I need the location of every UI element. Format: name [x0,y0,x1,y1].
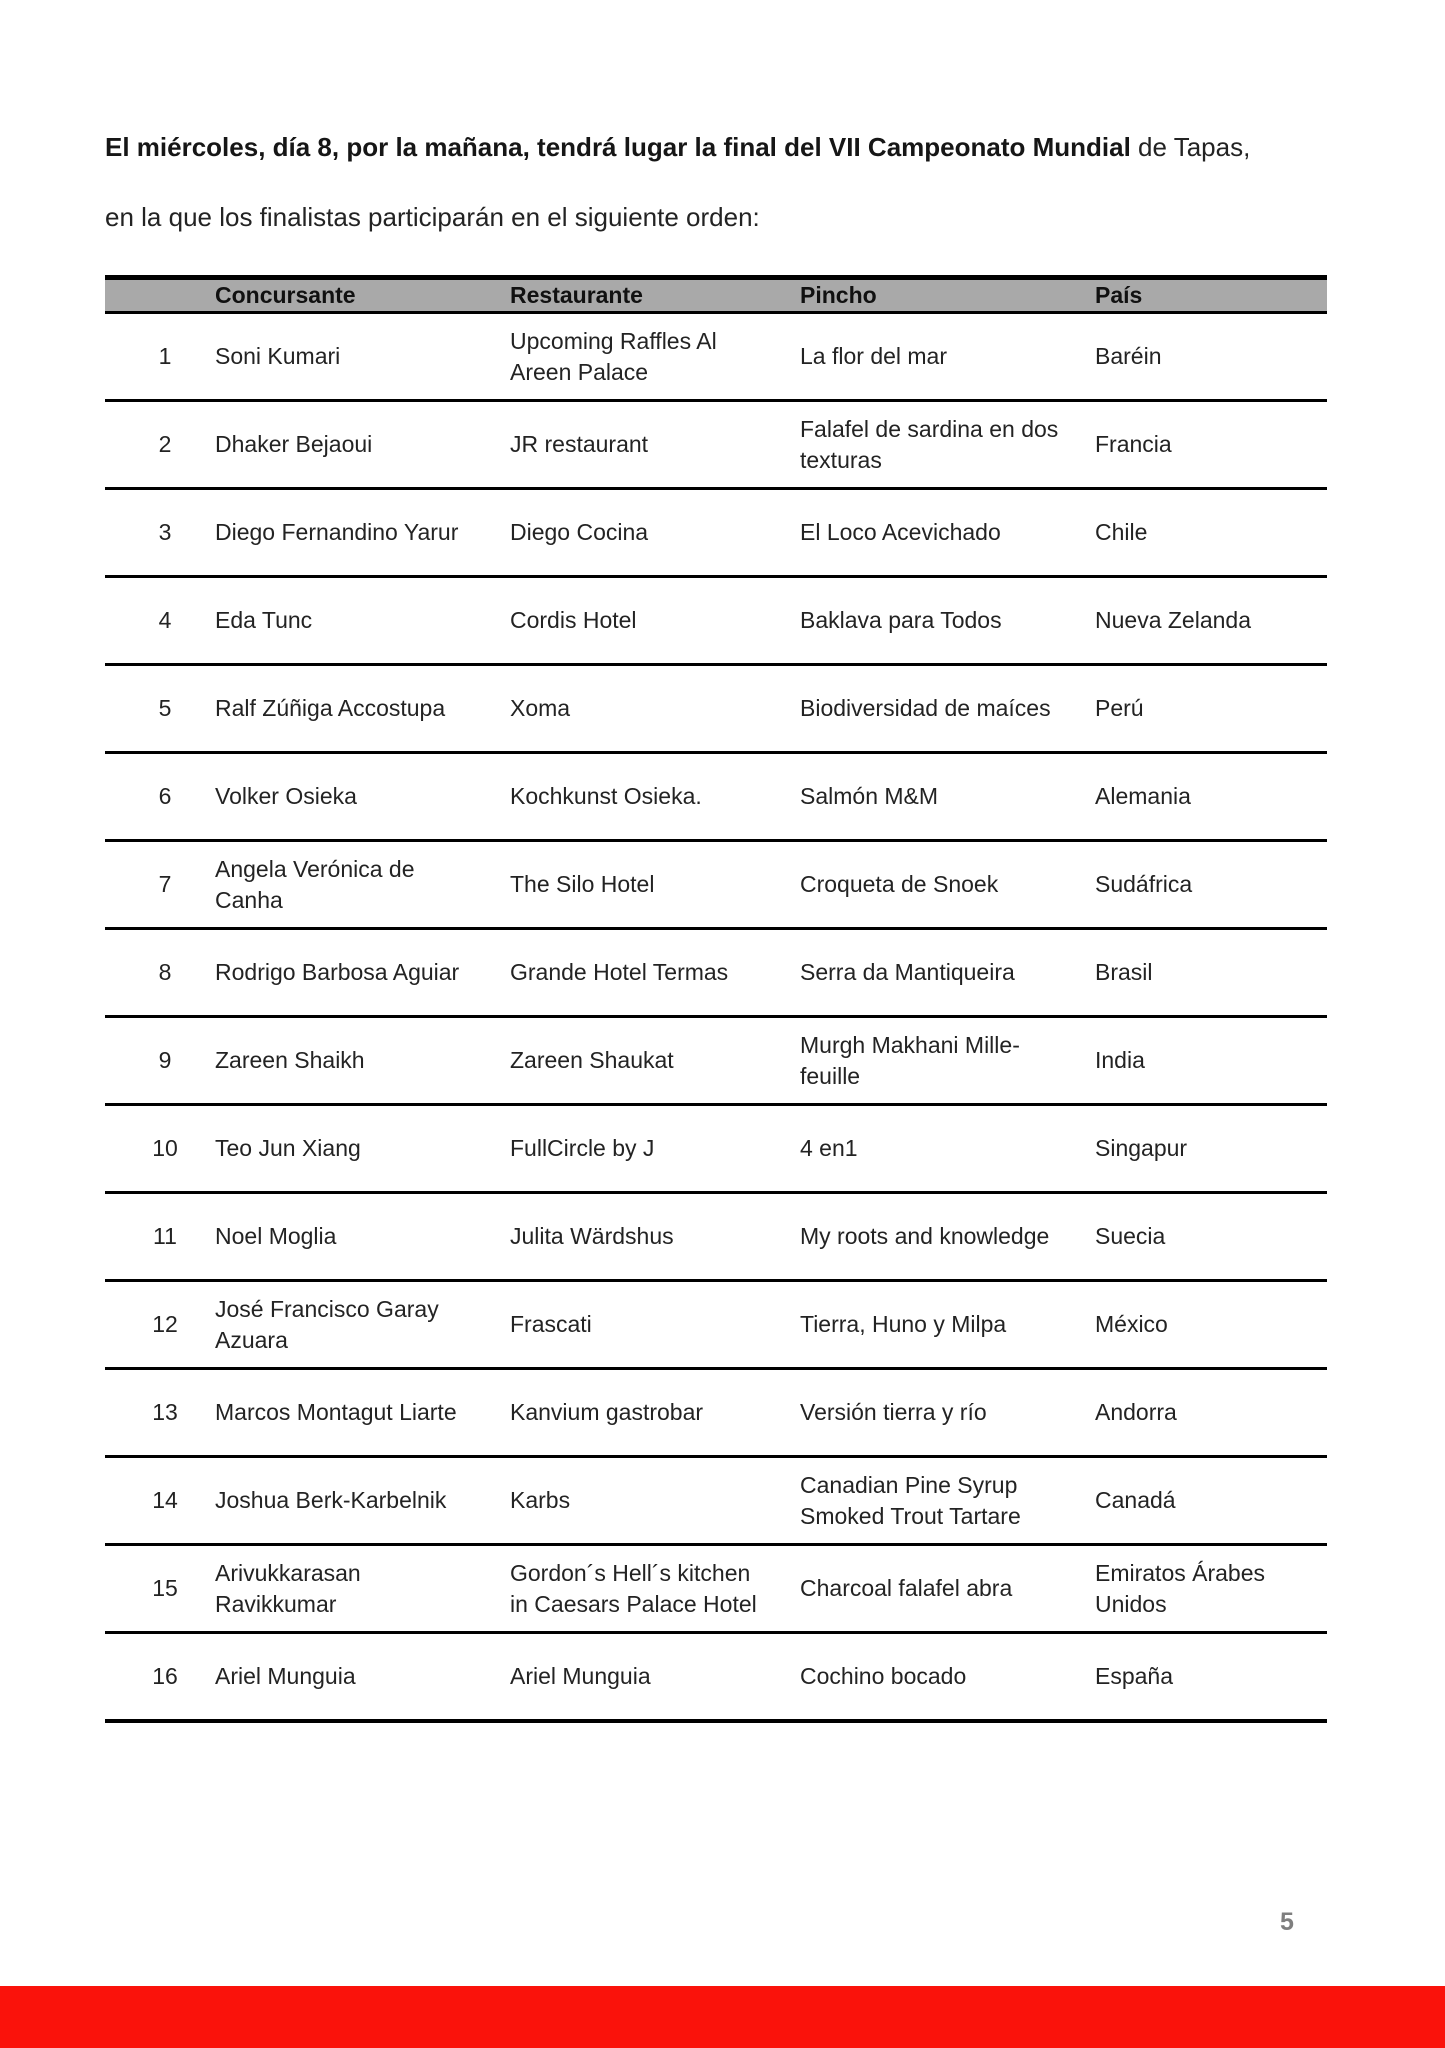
table-row [105,1281,1327,1369]
cell-pincho: 4 en1 [800,1135,858,1161]
table-row [105,1457,1327,1545]
cell-number: 8 [158,959,172,985]
cell-concursante: Marcos Montagut Liarte [215,1399,457,1425]
cell-pincho: My roots and knowledge [800,1223,1050,1249]
table-row [105,489,1327,577]
cell-restaurante: JR restaurant [510,431,649,457]
cell-restaurante: Grande Hotel Termas [510,959,729,985]
cell-number: 7 [158,871,172,897]
table-row [105,929,1327,1017]
cell-number: 3 [158,519,172,545]
table-row [105,313,1327,401]
cell-number: 11 [153,1223,177,1249]
cell-concursante: Eda Tunc [215,607,313,633]
cell-concursante: Ariel Munguia [215,1662,356,1689]
cell-pais: Brasil [1095,959,1153,985]
cell-pincho: Tierra, Huno y Milpa [800,1311,1007,1337]
cell-restaurante: Frascati [510,1311,592,1337]
intro-line-2: en la que los finalistas participarán en el siguiente orden: [105,202,760,232]
cell-pais: Francia [1095,431,1172,457]
cell-pais: Nueva Zelanda [1095,607,1251,633]
table-row [105,1369,1327,1457]
cell-number: 16 [152,1662,178,1689]
cell-pais: Sudáfrica [1095,871,1193,897]
cell-number: 9 [158,1047,172,1073]
column-header-pincho: Pincho [800,282,877,308]
finalists-table-body [105,313,1327,1721]
cell-pincho: Biodiversidad de maíces [800,695,1051,721]
cell-pais: Baréin [1095,343,1162,369]
intro-line-1 [105,112,1355,182]
cell-number: 12 [152,1311,178,1337]
cell-pais: Emiratos Árabes Unidos [1095,1559,1266,1617]
table-row [105,753,1327,841]
cell-pincho: Salmón M&M [800,783,939,809]
cell-restaurante: Kochkunst Osieka. [510,783,702,809]
cell-pincho: Serra da Mantiqueira [800,959,1015,985]
intro-paragraph [105,112,1355,252]
cell-concursante: José Francisco Garay Azuara [215,1295,439,1353]
cell-pincho: Murgh Makhani Mille-feuille [800,1031,1020,1089]
column-header-concursante: Concursante [215,282,356,308]
cell-pais: Canadá [1095,1487,1176,1513]
cell-restaurante: Gordon´s Hell´s kitchen in Caesars Palace Hotel [510,1559,757,1617]
cell-pincho: Falafel de sardina en dos texturas [800,415,1059,473]
cell-pincho: La flor del mar [800,343,948,369]
cell-restaurante: Zareen Shaukat [510,1047,674,1073]
cell-concursante: Ralf Zúñiga Accostupa [215,695,446,721]
cell-pais: India [1095,1047,1145,1073]
cell-restaurante: Diego Cocina [510,519,649,545]
cell-pais: Andorra [1095,1399,1177,1425]
cell-concursante: Noel Moglia [215,1223,337,1249]
cell-pais: Singapur [1095,1135,1188,1161]
cell-pincho: Canadian Pine Syrup Smoked Trout Tartare [800,1471,1021,1529]
cell-concursante: Joshua Berk-Karbelnik [215,1487,447,1513]
table-row [105,577,1327,665]
cell-concursante: Angela Verónica de Canha [215,855,415,913]
table-row [105,1105,1327,1193]
cell-pincho: Baklava para Todos [800,607,1002,633]
cell-pais: España [1095,1662,1174,1689]
cell-concursante: Dhaker Bejaoui [215,431,373,457]
column-header-pais: País [1095,282,1143,308]
table-row [105,1193,1327,1281]
cell-restaurante: FullCircle by J [510,1135,655,1161]
cell-pincho: Cochino bocado [800,1662,967,1689]
column-header-number [105,278,195,313]
cell-restaurante: The Silo Hotel [510,871,655,897]
cell-restaurante: Ariel Munguia [510,1662,651,1689]
cell-pais: Alemania [1095,783,1191,809]
cell-restaurante: Xoma [510,695,571,721]
footer-red-bar [0,1986,1445,2048]
table-row [105,841,1327,929]
cell-number: 1 [158,343,172,369]
page-number: 5 [1280,1908,1294,1936]
cell-pais: Suecia [1095,1223,1166,1249]
cell-number: 14 [152,1487,178,1513]
finalists-table [105,275,1327,1723]
cell-concursante: Diego Fernandino Yarur [215,519,459,545]
cell-pincho: Croqueta de Snoek [800,871,999,897]
table-header-row [105,278,1327,313]
cell-number: 4 [158,607,172,633]
cell-concursante: Volker Osieka [215,783,357,809]
column-header-restaurante: Restaurante [510,282,643,308]
cell-concursante: Teo Jun Xiang [215,1135,361,1161]
table-row [105,1017,1327,1105]
cell-restaurante: Kanvium gastrobar [510,1399,704,1425]
cell-restaurante: Cordis Hotel [510,607,637,633]
cell-pais: México [1095,1311,1168,1337]
table-row [105,401,1327,489]
cell-concursante: Soni Kumari [215,343,341,369]
cell-number: 15 [152,1575,178,1601]
table-row [105,665,1327,753]
cell-number: 13 [152,1399,178,1425]
intro-regular-text: de Tapas, [1130,132,1251,162]
table-row [105,1633,1327,1721]
cell-restaurante: Julita Wärdshus [510,1223,674,1249]
cell-concursante: Arivukkarasan Ravikkumar [215,1559,361,1617]
cell-pincho: Versión tierra y río [800,1399,987,1425]
cell-number: 6 [158,783,172,809]
intro-bold-text: El miércoles, día 8, por la mañana, tendrá lugar la final del VII Campeonato Mundial [105,132,1131,162]
cell-pincho: Charcoal falafel abra [800,1575,1013,1601]
cell-restaurante: Upcoming Raffles Al Areen Palace [510,327,717,385]
cell-pais: Perú [1095,695,1144,721]
cell-concursante: Rodrigo Barbosa Aguiar [215,959,460,985]
cell-number: 10 [152,1135,178,1161]
table-row [105,1545,1327,1633]
cell-concursante: Zareen Shaikh [215,1047,365,1073]
cell-number: 2 [158,431,172,457]
cell-restaurante: Karbs [510,1487,571,1513]
cell-pais: Chile [1095,519,1148,545]
cell-pincho: El Loco Acevichado [800,519,1001,545]
cell-number: 5 [158,695,172,721]
